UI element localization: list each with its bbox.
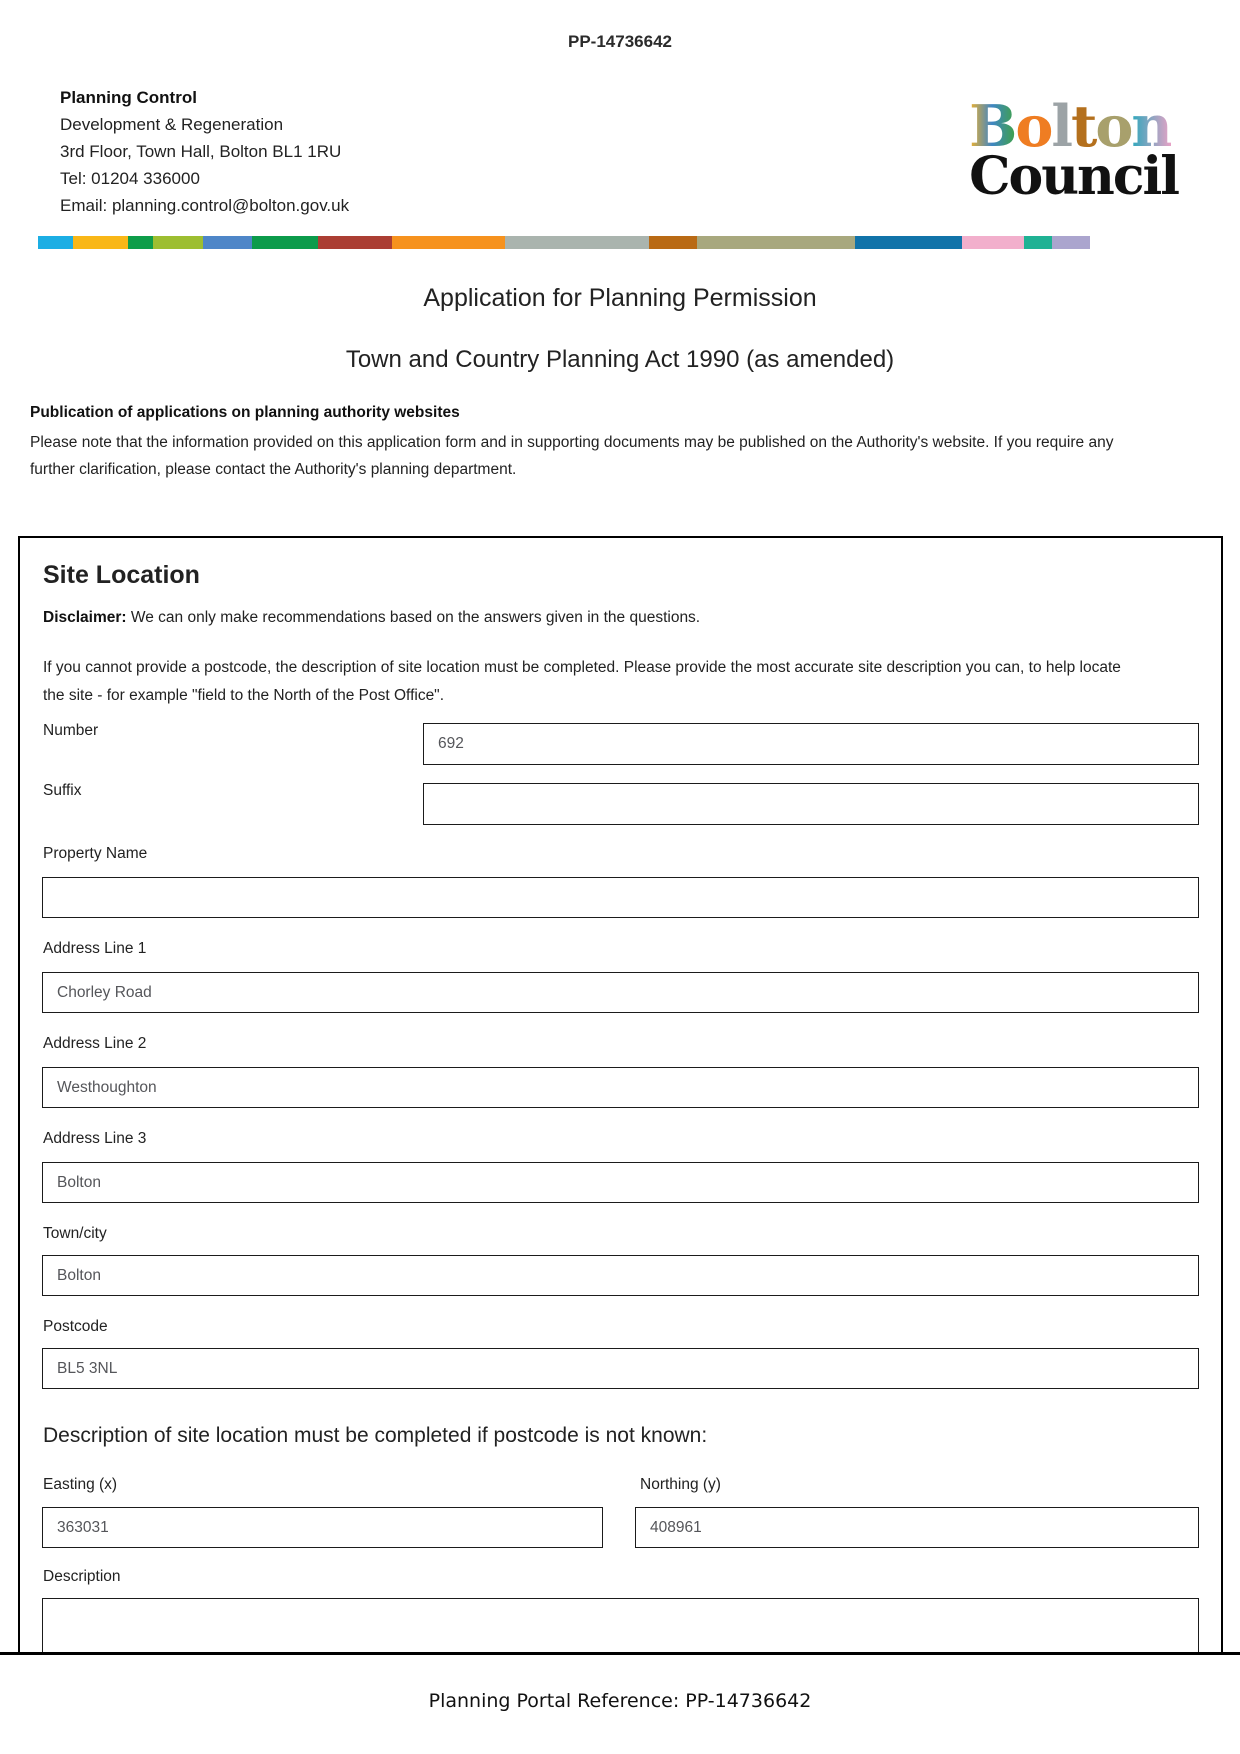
property-name-label: Property Name: [43, 845, 148, 862]
bolton-council-logo: [969, 93, 1178, 207]
description-section-heading: Description of site location must be completed if postcode is not known:: [43, 1424, 708, 1447]
suffix-input[interactable]: [423, 783, 1199, 825]
color-bar-segment: [153, 236, 203, 249]
color-bar-segment: [203, 236, 252, 249]
logo-letter: t: [1071, 93, 1096, 160]
description-textarea-wrap: [42, 1598, 1199, 1652]
publication-note: Please note that the information provided on this application form and in supporting documents may be published on the Authority's website. If you require any further clarification, please contact the Authority's planning department.: [30, 434, 1114, 478]
department-line: Development & Regeneration: [60, 115, 284, 134]
form-title: Application for Planning Permission: [423, 284, 817, 312]
color-bar-segment: [1052, 236, 1090, 249]
number-input[interactable]: [423, 723, 1199, 765]
department-email: Email: planning.control@bolton.gov.uk: [60, 196, 350, 215]
color-bar-segment: [392, 236, 505, 249]
color-bar-segment: [962, 236, 1024, 249]
northing-input[interactable]: [635, 1507, 1199, 1548]
color-bar-segment: [128, 236, 153, 249]
suffix-label: Suffix: [43, 782, 82, 799]
department-name: Planning Control: [60, 88, 197, 107]
address-line-1-input[interactable]: [42, 972, 1199, 1013]
town-city-label: Town/city: [43, 1225, 107, 1242]
site-location-heading: Site Location: [43, 561, 200, 589]
town-city-input[interactable]: [42, 1255, 1199, 1296]
color-bar-segment: [855, 236, 962, 249]
color-bar-segment: [1024, 236, 1052, 249]
department-phone: Tel: 01204 336000: [60, 169, 200, 188]
postcode-note: If you cannot provide a postcode, the description of site location must be completed. Please provide the most accurate site description you can, to help locate the site - for example "field to the North of the Post Office".: [43, 659, 1121, 704]
color-bar-segment: [505, 236, 649, 249]
logo-letter: l: [1051, 93, 1072, 160]
logo-letter: B: [969, 93, 1016, 160]
form-subtitle: Town and Country Planning Act 1990 (as amended): [345, 346, 895, 373]
department-line: 3rd Floor, Town Hall, Bolton BL1 1RU: [60, 142, 342, 161]
color-bar-segment: [73, 236, 128, 249]
number-label: Number: [43, 722, 99, 739]
page-reference: PP-14736642: [568, 32, 672, 51]
page-bottom-divider: [0, 1652, 1240, 1655]
description-label: Description: [43, 1568, 121, 1585]
disclaimer-text: We can only make recommendations based on the answers given in the questions.: [126, 609, 701, 626]
address-line-2-label: Address Line 2: [43, 1035, 147, 1052]
logo-letter: o: [1095, 93, 1132, 160]
color-bar-segment: [38, 236, 73, 249]
publication-heading: Publication of applications on planning authority websites: [30, 404, 460, 421]
northing-label: Northing (y): [640, 1476, 721, 1493]
disclaimer-label: Disclaimer:: [43, 609, 127, 626]
color-bar-segment: [649, 236, 697, 249]
logo-letter: n: [1131, 93, 1171, 160]
postcode-input[interactable]: [42, 1348, 1199, 1389]
easting-input[interactable]: [42, 1507, 603, 1548]
color-bar-segment: [252, 236, 318, 249]
description-textarea[interactable]: [42, 1598, 1199, 1652]
logo-word-council: Council: [969, 146, 1178, 207]
disclaimer-line: [43, 609, 700, 627]
logo-letter: o: [1015, 93, 1052, 160]
department-address-block: [60, 84, 349, 219]
property-name-input[interactable]: [42, 877, 1199, 918]
address-line-1-label: Address Line 1: [43, 940, 147, 957]
color-bar-segment: [318, 236, 392, 249]
brand-color-bar: [38, 236, 1090, 249]
easting-label: Easting (x): [43, 1476, 118, 1493]
postcode-label: Postcode: [43, 1318, 108, 1335]
color-bar-segment: [697, 236, 855, 249]
address-line-2-input[interactable]: [42, 1067, 1199, 1108]
planning-portal-reference: Planning Portal Reference: PP-14736642: [428, 1690, 812, 1712]
address-line-3-label: Address Line 3: [43, 1130, 147, 1147]
address-line-3-input[interactable]: [42, 1162, 1199, 1203]
